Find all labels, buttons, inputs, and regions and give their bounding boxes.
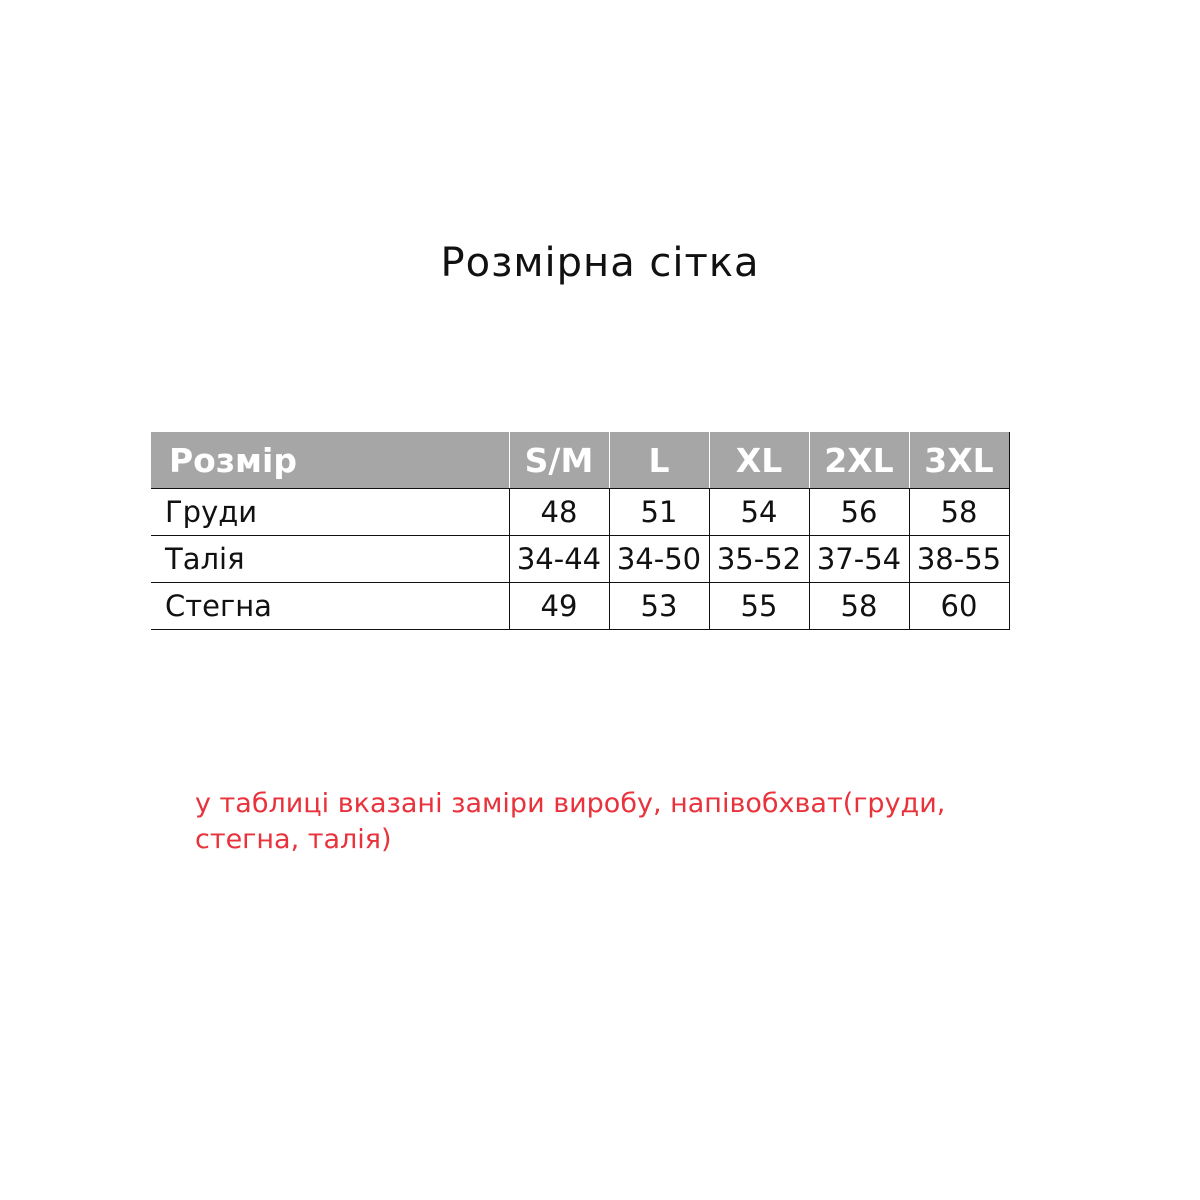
table-cell: 58	[809, 583, 909, 630]
table-body	[151, 489, 1009, 630]
header-size-sm: S/M	[509, 432, 609, 489]
header-size-3xl: 3XL	[909, 432, 1009, 489]
table-row-chest	[151, 489, 1009, 536]
table-cell: 34-50	[609, 536, 709, 583]
table-cell: 51	[609, 489, 709, 536]
table-cell: 34-44	[509, 536, 609, 583]
header-size-2xl: 2XL	[809, 432, 909, 489]
note-line-2: стегна, талія)	[195, 824, 392, 855]
table-cell: 60	[909, 583, 1009, 630]
table-cell: 48	[509, 489, 609, 536]
table-cell: 37-54	[809, 536, 909, 583]
table-cell: 38-55	[909, 536, 1009, 583]
table-cell: 35-52	[709, 536, 809, 583]
table-cell: 54	[709, 489, 809, 536]
table-cell: 55	[709, 583, 809, 630]
table-cell: 53	[609, 583, 709, 630]
header-size-l: L	[609, 432, 709, 489]
table-cell: 56	[809, 489, 909, 536]
table-cell: 58	[909, 489, 1009, 536]
note-line-1: у таблиці вказані заміри виробу, напівобхват(груди,	[195, 788, 946, 819]
size-chart-table	[151, 432, 1010, 630]
table-row-waist	[151, 536, 1009, 583]
header-size-label: Розмір	[151, 432, 509, 489]
measurement-note	[195, 786, 1025, 858]
table-header	[151, 432, 1009, 489]
page-title: Розмірна сітка	[440, 240, 760, 286]
table-cell: 49	[509, 583, 609, 630]
row-label-waist: Талія	[151, 536, 509, 583]
header-row	[151, 432, 1009, 489]
row-label-hips: Стегна	[151, 583, 509, 630]
row-label-chest: Груди	[151, 489, 509, 536]
table-row-hips	[151, 583, 1009, 630]
header-size-xl: XL	[709, 432, 809, 489]
